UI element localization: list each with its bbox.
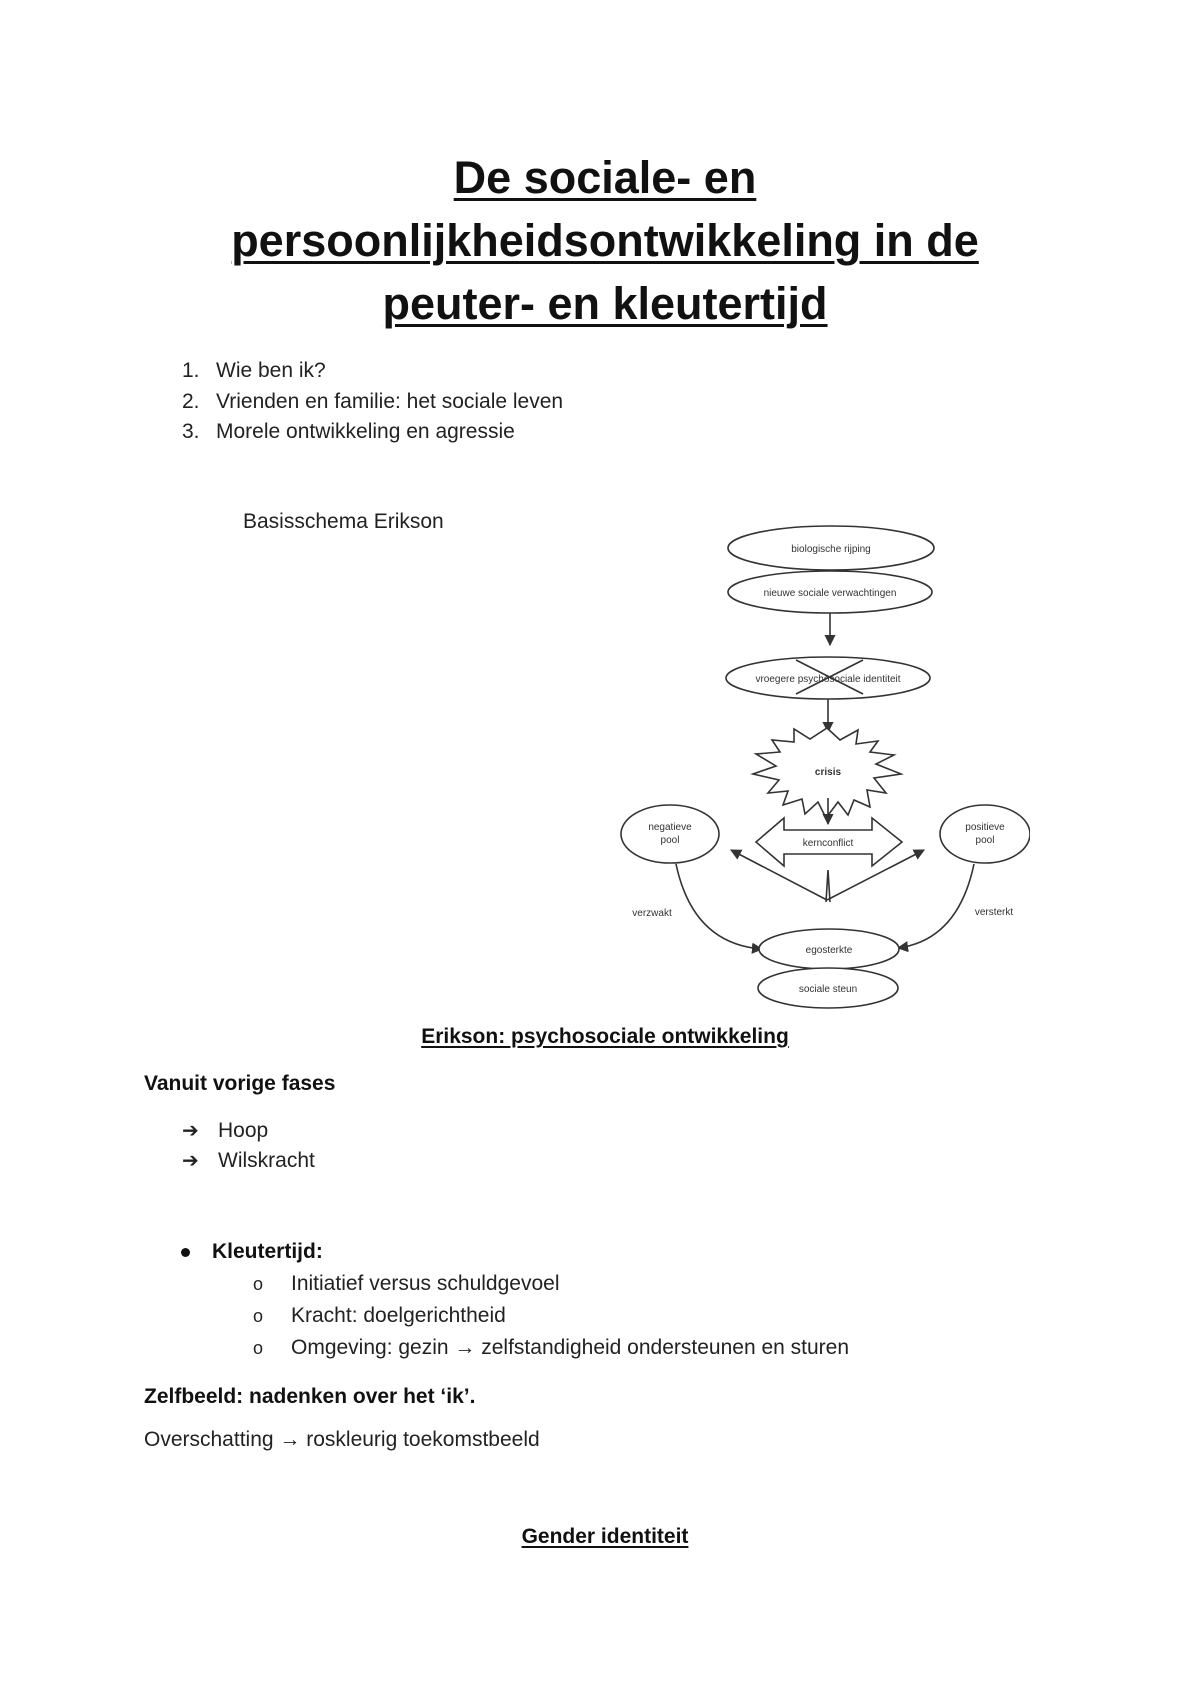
list-item-text: Hoop bbox=[218, 1119, 269, 1142]
arrow-right-icon: ➔ bbox=[182, 1150, 199, 1172]
toc-item bbox=[182, 356, 563, 387]
list-item bbox=[182, 1146, 315, 1176]
diagram-label-middle: vroegere psychosociale identiteit bbox=[755, 674, 901, 685]
circle-bullet-icon: o bbox=[253, 1274, 264, 1294]
list-item bbox=[182, 1116, 315, 1146]
diagram-label-bottom2: sociale steun bbox=[798, 984, 858, 995]
list-item bbox=[253, 1268, 849, 1300]
node-positive-pole bbox=[940, 805, 1030, 863]
node-negative-pole bbox=[621, 805, 719, 863]
list-item-text: Initiatief versus schuldgevoel bbox=[291, 1272, 560, 1295]
list-item bbox=[253, 1300, 849, 1332]
toc-text: Morele ontwikkeling en agressie bbox=[216, 420, 515, 443]
toc-text: Vrienden en familie: het sociale leven bbox=[216, 389, 564, 413]
toc-number: 1. bbox=[182, 359, 200, 382]
toc-item bbox=[182, 387, 563, 418]
diagram-label-negative-2: pool bbox=[660, 835, 680, 846]
kleutertijd-label: Kleutertijd: bbox=[212, 1240, 323, 1263]
title-line-2: persoonlijkheidsontwikkeling in de bbox=[231, 215, 979, 266]
zelfbeeld-heading: Zelfbeeld: nadenken over het ‘ik’. bbox=[144, 1385, 476, 1408]
page-title bbox=[140, 146, 1070, 335]
diagram-label-top1: biologische rijping bbox=[791, 544, 871, 555]
toc-text: Wie ben ik? bbox=[216, 359, 326, 382]
diagram-label-weakens: verzwakt bbox=[632, 908, 672, 919]
toc-number: 3. bbox=[182, 420, 200, 443]
kleutertijd-bullet bbox=[177, 1240, 323, 1264]
diagram-label-top2: nieuwe sociale verwachtingen bbox=[763, 588, 897, 599]
diagram-label-conflict: kernconflict bbox=[802, 838, 854, 849]
diagram-label-crisis: crisis bbox=[814, 767, 842, 778]
arrow-right-icon: ➔ bbox=[182, 1120, 199, 1142]
circle-bullet-icon: o bbox=[253, 1338, 264, 1358]
circle-bullet-icon: o bbox=[253, 1306, 264, 1326]
erikson-diagram bbox=[618, 512, 1030, 1014]
gender-heading: Gender identiteit bbox=[521, 1525, 689, 1548]
diagram-label-positive-2: pool bbox=[975, 835, 995, 846]
bullet-icon bbox=[181, 1248, 190, 1257]
title-line-3: peuter- en kleutertijd bbox=[382, 278, 828, 329]
diagram-label-negative-1: negatieve bbox=[648, 822, 692, 833]
overschatting-line: Overschatting → roskleurig toekomstbeeld bbox=[144, 1428, 540, 1451]
list-item bbox=[253, 1332, 849, 1364]
list-item-text: Omgeving: gezin → zelfstandigheid ondersteunen en sturen bbox=[291, 1336, 850, 1359]
title-line-1: De sociale- en bbox=[453, 152, 757, 203]
diagram-label-positive-1: positieve bbox=[965, 822, 1005, 833]
list-item-text: Wilskracht bbox=[218, 1149, 315, 1172]
diagram-label-bottom1: egosterkte bbox=[805, 945, 853, 956]
list-item-text: Kracht: doelgerichtheid bbox=[291, 1304, 506, 1327]
diagram-label-strengthens: versterkt bbox=[974, 907, 1014, 918]
vanuit-heading: Vanuit vorige fases bbox=[144, 1072, 336, 1095]
table-of-contents bbox=[182, 356, 563, 448]
previous-phases-list bbox=[182, 1116, 315, 1176]
erikson-heading: Erikson: psychosociale ontwikkeling bbox=[421, 1025, 789, 1048]
toc-number: 2. bbox=[182, 389, 200, 413]
toc-item bbox=[182, 417, 563, 448]
kleutertijd-list bbox=[253, 1268, 849, 1364]
schema-label: Basisschema Erikson bbox=[243, 510, 444, 533]
